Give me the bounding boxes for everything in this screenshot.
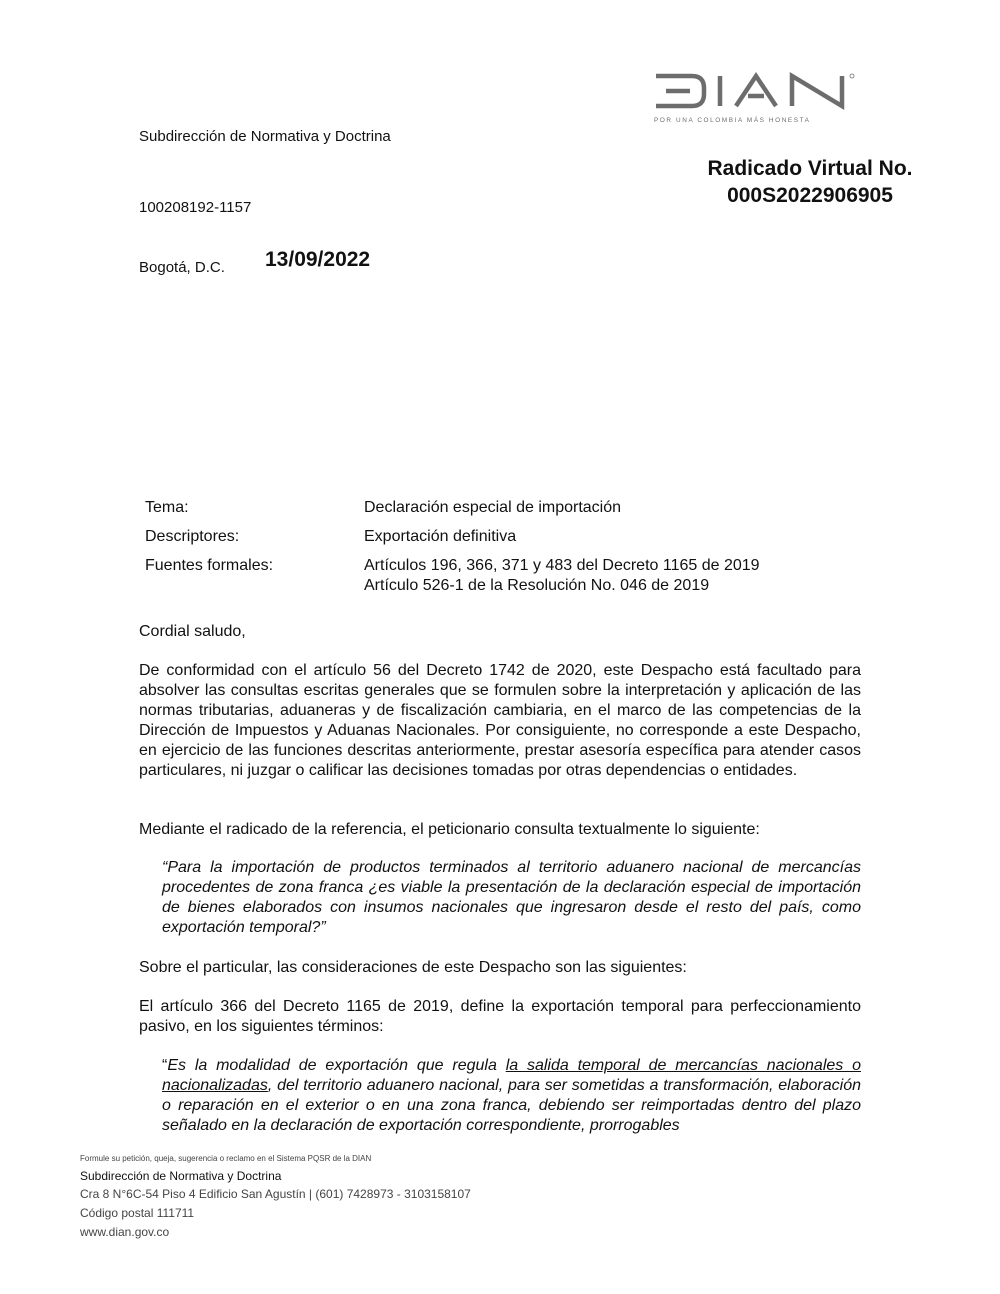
- meta-row-tema: [145, 498, 760, 518]
- paragraph-consulta: Mediante el radicado de la referencia, el peticionario consulta textualmente lo siguiente:: [139, 821, 760, 838]
- reference-number: 100208192-1157: [139, 199, 252, 216]
- quote-open-mark: “: [162, 1057, 168, 1074]
- meta-value-line: Artículo 526-1 de la Resolución No. 046 de 2019: [364, 577, 710, 594]
- meta-table: [145, 498, 760, 605]
- meta-value: [364, 556, 760, 596]
- radicado-title: Radicado Virtual No.: [707, 157, 913, 180]
- city-label: Bogotá, D.C.: [139, 259, 225, 276]
- document-date: 13/09/2022: [265, 248, 371, 271]
- footer-address: Cra 8 N°6C-54 Piso 4 Edificio San Agustín | (601) 7428973 - 3103158107: [80, 1187, 471, 1201]
- footer-website-link[interactable]: www.dian.gov.co: [80, 1225, 170, 1239]
- footer-office-name: Subdirección de Normativa y Doctrina: [80, 1169, 282, 1183]
- subdireccion-label: Subdirección de Normativa y Doctrina: [139, 128, 391, 145]
- meta-value-line: Artículos 196, 366, 371 y 483 del Decreto 1165 de 2019: [364, 557, 760, 574]
- meta-row-descriptores: [145, 527, 760, 547]
- greeting: Cordial saludo,: [139, 623, 246, 640]
- meta-key: Tema:: [145, 499, 189, 516]
- logo-tagline: POR UNA COLOMBIA MÁS HONESTA: [654, 117, 811, 124]
- paragraph-competence: De conformidad con el artículo 56 del Decreto 1742 de 2020, este Despacho está facultado para absolver las consultas escritas generales que se formulen sobre la interpretación y aplicación de las normas tributarias, aduaneras y de fiscalización cambiaria, en el marco de las competencias de la Dirección de Impuestos y Aduanas Nacionales. Por consiguiente, no corresponde a este Despacho, en ejercicio de las funciones descritas anteriormente, prestar asesoría específica para atender casos particulares, ni juzgar o calificar las decisiones tomadas por otras dependencias o entidades.: [139, 662, 861, 779]
- quote-text: , del territorio aduanero nacional, para ser sometidas a transformación, elaboración o reparación en el exterior o en una zona franca, debiendo ser reimportadas dentro del plazo señalado en la declaración de exportación correspondiente, prorrogables: [162, 1077, 861, 1134]
- dian-logo: [652, 70, 862, 126]
- footer: [80, 1153, 471, 1242]
- meta-value: [364, 498, 621, 518]
- quote-consulta: “Para la importación de productos terminados al territorio aduanero nacional de mercancías procedentes de zona franca ¿es viable la presentación de la declaración especial de importación de bienes elaborados con insumos nacionales que ingresaron desde el resto del país, como exportación temporal?”: [162, 859, 861, 936]
- radicado-number: 000S2022906905: [727, 184, 893, 207]
- meta-row-fuentes: [145, 556, 760, 596]
- meta-value: [364, 527, 516, 547]
- meta-key: Descriptores:: [145, 528, 240, 545]
- footer-postal-code: Código postal 111711: [80, 1206, 195, 1220]
- footer-pqsr-note: Formule su petición, queja, sugerencia o reclamo en el Sistema PQSR de la DIAN: [80, 1154, 372, 1163]
- paragraph-consideraciones: Sobre el particular, las consideraciones de este Despacho son las siguientes:: [139, 959, 687, 976]
- quote-articulo-366: [162, 1056, 861, 1136]
- radicado-block: [680, 155, 940, 209]
- meta-value-line: Exportación definitiva: [364, 528, 517, 545]
- paragraph-articulo-366: El artículo 366 del Decreto 1165 de 2019, define la exportación temporal para perfeccionamiento pasivo, en los siguientes términos:: [139, 998, 861, 1035]
- quote-underlined-text: la salida temporal de mercancías nacionales o nacionalizadas: [162, 1057, 861, 1094]
- quote-text: Es la modalidad de exportación que regula: [167, 1057, 506, 1074]
- meta-key: Fuentes formales:: [145, 557, 274, 574]
- meta-value-line: Declaración especial de importación: [364, 499, 622, 516]
